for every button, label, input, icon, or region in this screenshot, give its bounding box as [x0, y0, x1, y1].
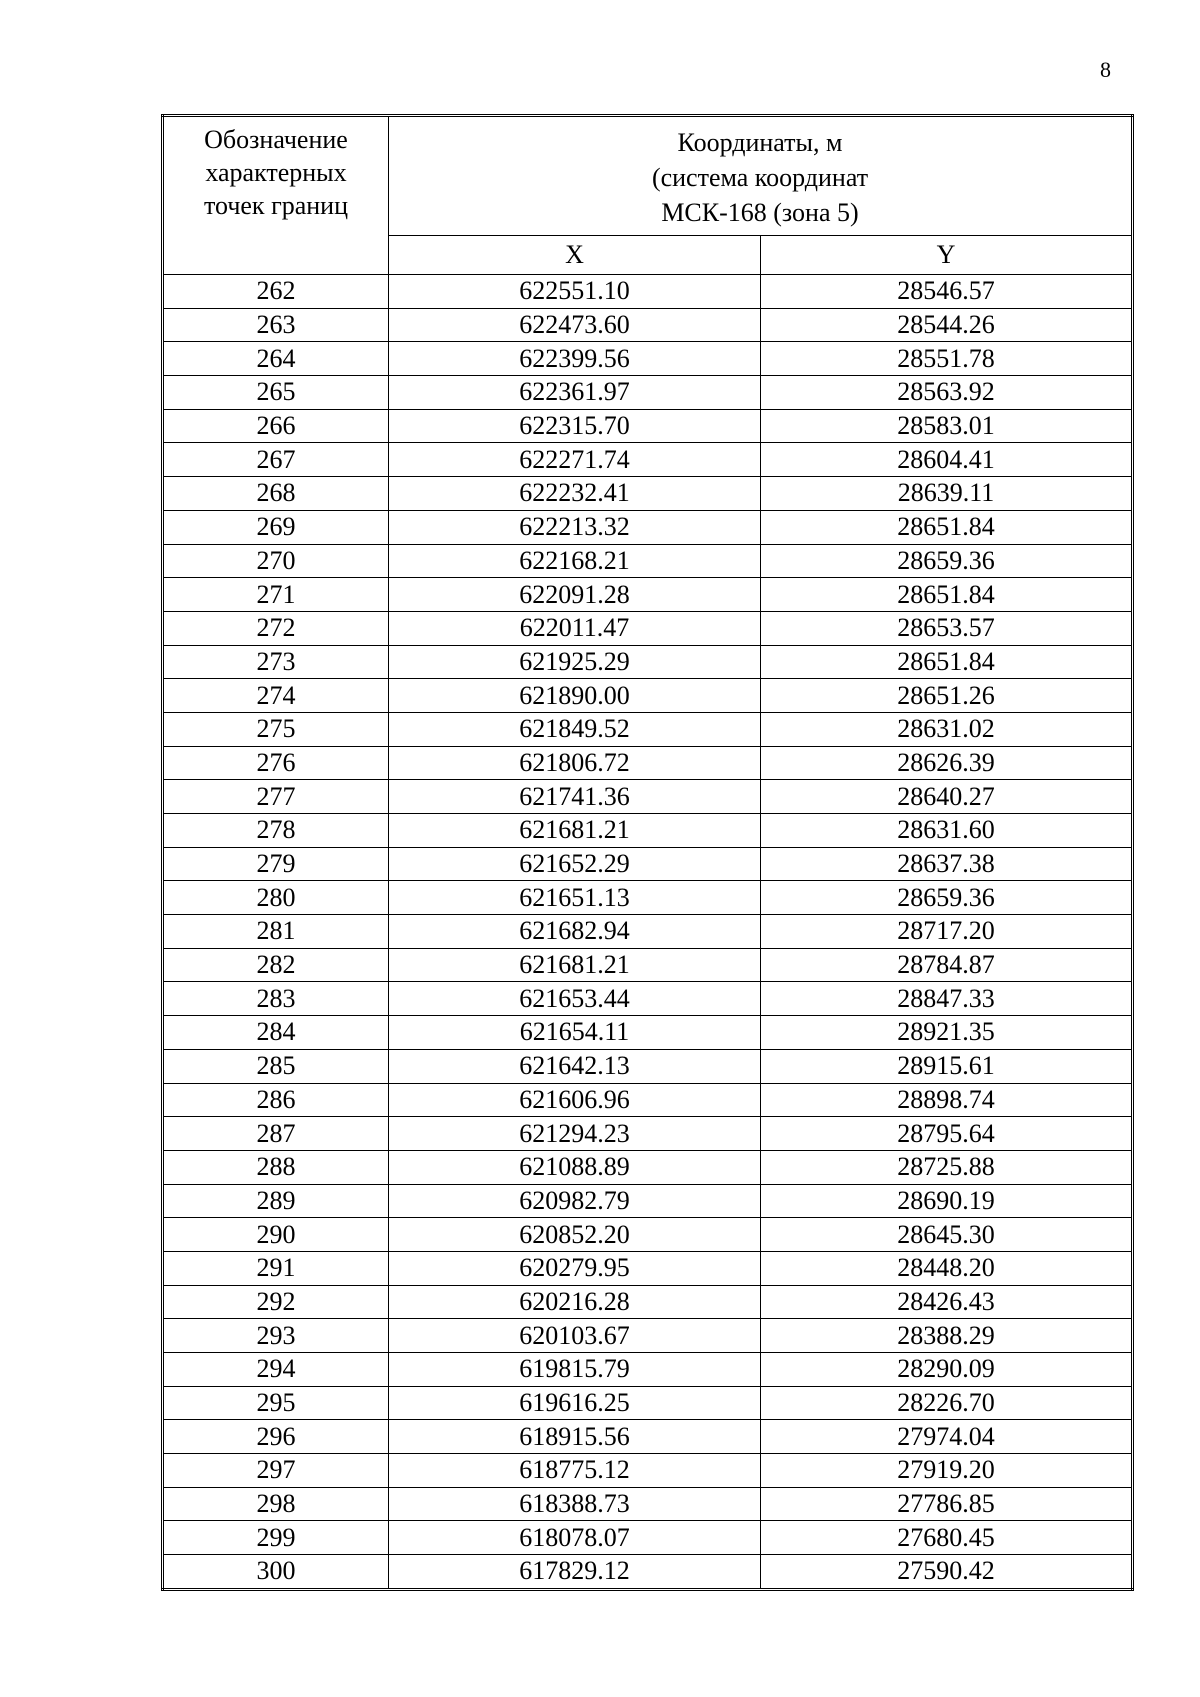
point-id-cell: 263	[163, 308, 389, 342]
table-row	[163, 1555, 1133, 1590]
table-row	[163, 679, 1133, 713]
table-row	[163, 544, 1133, 578]
x-coordinate-cell: 621651.13	[389, 881, 761, 915]
point-id-cell: 298	[163, 1487, 389, 1521]
point-designation-header	[163, 116, 389, 275]
x-coordinate-cell: 619815.79	[389, 1353, 761, 1387]
x-coordinate-cell: 621652.29	[389, 847, 761, 881]
y-coordinate-cell: 28898.74	[761, 1083, 1133, 1117]
table-row	[163, 477, 1133, 511]
point-id-cell: 264	[163, 342, 389, 376]
table-row	[163, 1521, 1133, 1555]
x-coordinate-cell: 622011.47	[389, 611, 761, 645]
point-id-cell: 293	[163, 1319, 389, 1353]
x-coordinate-cell: 621890.00	[389, 679, 761, 713]
y-coordinate-cell: 27680.45	[761, 1521, 1133, 1555]
table-row	[163, 308, 1133, 342]
x-coordinate-cell: 618915.56	[389, 1420, 761, 1454]
y-coordinate-cell: 28426.43	[761, 1285, 1133, 1319]
point-id-cell: 262	[163, 275, 389, 309]
point-id-cell: 291	[163, 1251, 389, 1285]
table-row	[163, 982, 1133, 1016]
point-id-cell: 282	[163, 948, 389, 982]
x-coordinate-cell: 620216.28	[389, 1285, 761, 1319]
x-coordinate-cell: 621681.21	[389, 948, 761, 982]
point-id-cell: 276	[163, 746, 389, 780]
y-coordinate-cell: 27919.20	[761, 1454, 1133, 1488]
table-row	[163, 746, 1133, 780]
point-id-cell: 300	[163, 1555, 389, 1590]
x-coordinate-cell: 618388.73	[389, 1487, 761, 1521]
table-row	[163, 1083, 1133, 1117]
y-column-header: Y	[761, 236, 1133, 275]
y-coordinate-cell: 27786.85	[761, 1487, 1133, 1521]
table-row	[163, 510, 1133, 544]
x-coordinate-cell: 622473.60	[389, 308, 761, 342]
coordinates-table	[161, 114, 1134, 1591]
y-coordinate-cell: 28651.26	[761, 679, 1133, 713]
point-id-cell: 285	[163, 1049, 389, 1083]
table-row	[163, 443, 1133, 477]
x-coordinate-cell: 621681.21	[389, 814, 761, 848]
y-coordinate-cell: 28388.29	[761, 1319, 1133, 1353]
page-number: 8	[1100, 57, 1111, 82]
y-coordinate-cell: 28915.61	[761, 1049, 1133, 1083]
point-id-cell: 281	[163, 915, 389, 949]
point-header-line: характерных	[205, 158, 347, 187]
table-row	[163, 1386, 1133, 1420]
y-coordinate-cell: 28653.57	[761, 611, 1133, 645]
y-coordinate-cell: 28583.01	[761, 409, 1133, 443]
y-coordinate-cell: 28551.78	[761, 342, 1133, 376]
table-row	[163, 1319, 1133, 1353]
coords-header-line: Координаты, м	[677, 128, 843, 157]
point-id-cell: 272	[163, 611, 389, 645]
x-coordinate-cell: 622091.28	[389, 578, 761, 612]
x-coordinate-cell: 622399.56	[389, 342, 761, 376]
table-body	[163, 275, 1133, 1590]
y-coordinate-cell: 28659.36	[761, 544, 1133, 578]
point-id-cell: 294	[163, 1353, 389, 1387]
x-coordinate-cell: 621806.72	[389, 746, 761, 780]
table-row	[163, 578, 1133, 612]
point-id-cell: 269	[163, 510, 389, 544]
point-header-line: Обозначение	[204, 125, 348, 154]
x-coordinate-cell: 621682.94	[389, 915, 761, 949]
x-coordinate-cell: 621653.44	[389, 982, 761, 1016]
table-row	[163, 1353, 1133, 1387]
x-coordinate-cell: 620279.95	[389, 1251, 761, 1285]
point-id-cell: 278	[163, 814, 389, 848]
point-id-cell: 265	[163, 376, 389, 410]
point-id-cell: 297	[163, 1454, 389, 1488]
table-row	[163, 1117, 1133, 1151]
point-header-line: точек границ	[203, 191, 349, 220]
point-id-cell: 284	[163, 1016, 389, 1050]
coordinates-header	[389, 116, 1133, 236]
point-id-cell: 275	[163, 712, 389, 746]
x-coordinate-cell: 620982.79	[389, 1184, 761, 1218]
x-coordinate-cell: 621088.89	[389, 1150, 761, 1184]
point-id-cell: 295	[163, 1386, 389, 1420]
point-id-cell: 277	[163, 780, 389, 814]
point-id-cell: 279	[163, 847, 389, 881]
x-coordinate-cell: 622315.70	[389, 409, 761, 443]
point-id-cell: 289	[163, 1184, 389, 1218]
table-row	[163, 1420, 1133, 1454]
y-coordinate-cell: 28546.57	[761, 275, 1133, 309]
y-coordinate-cell: 28717.20	[761, 915, 1133, 949]
point-id-cell: 283	[163, 982, 389, 1016]
y-coordinate-cell: 28290.09	[761, 1353, 1133, 1387]
point-id-cell: 288	[163, 1150, 389, 1184]
table-row	[163, 948, 1133, 982]
x-coordinate-cell: 622168.21	[389, 544, 761, 578]
x-coordinate-cell: 617829.12	[389, 1555, 761, 1590]
y-coordinate-cell: 28626.39	[761, 746, 1133, 780]
point-id-cell: 273	[163, 645, 389, 679]
y-coordinate-cell: 28645.30	[761, 1218, 1133, 1252]
y-coordinate-cell: 28795.64	[761, 1117, 1133, 1151]
y-coordinate-cell: 28604.41	[761, 443, 1133, 477]
y-coordinate-cell: 27974.04	[761, 1420, 1133, 1454]
y-coordinate-cell: 28847.33	[761, 982, 1133, 1016]
x-coordinate-cell: 621741.36	[389, 780, 761, 814]
point-id-cell: 290	[163, 1218, 389, 1252]
point-id-cell: 280	[163, 881, 389, 915]
point-id-cell: 271	[163, 578, 389, 612]
y-coordinate-cell: 28639.11	[761, 477, 1133, 511]
y-coordinate-cell: 27590.42	[761, 1555, 1133, 1590]
x-coordinate-cell: 618078.07	[389, 1521, 761, 1555]
table-row	[163, 376, 1133, 410]
table-row	[163, 847, 1133, 881]
table-row	[163, 915, 1133, 949]
y-coordinate-cell: 28921.35	[761, 1016, 1133, 1050]
x-coordinate-cell: 622551.10	[389, 275, 761, 309]
x-coordinate-cell: 621654.11	[389, 1016, 761, 1050]
table-row	[163, 1487, 1133, 1521]
table-row	[163, 611, 1133, 645]
x-column-header: X	[389, 236, 761, 275]
x-coordinate-cell: 620852.20	[389, 1218, 761, 1252]
x-coordinate-cell: 620103.67	[389, 1319, 761, 1353]
x-coordinate-cell: 621849.52	[389, 712, 761, 746]
x-coordinate-cell: 621294.23	[389, 1117, 761, 1151]
y-coordinate-cell: 28448.20	[761, 1251, 1133, 1285]
table-row	[163, 1454, 1133, 1488]
table-row	[163, 1016, 1133, 1050]
table-row	[163, 1285, 1133, 1319]
table-row	[163, 1049, 1133, 1083]
y-coordinate-cell: 28631.60	[761, 814, 1133, 848]
y-coordinate-cell: 28640.27	[761, 780, 1133, 814]
point-id-cell: 299	[163, 1521, 389, 1555]
x-coordinate-cell: 621606.96	[389, 1083, 761, 1117]
x-coordinate-cell: 618775.12	[389, 1454, 761, 1488]
table-row	[163, 1251, 1133, 1285]
x-coordinate-cell: 622271.74	[389, 443, 761, 477]
coords-header-line: МСК-168 (зона 5)	[661, 198, 859, 227]
x-coordinate-cell: 619616.25	[389, 1386, 761, 1420]
point-id-cell: 266	[163, 409, 389, 443]
y-coordinate-cell: 28563.92	[761, 376, 1133, 410]
table-row	[163, 780, 1133, 814]
point-id-cell: 268	[163, 477, 389, 511]
x-coordinate-cell: 622213.32	[389, 510, 761, 544]
y-coordinate-cell: 28637.38	[761, 847, 1133, 881]
x-coordinate-cell: 621642.13	[389, 1049, 761, 1083]
table-row	[163, 409, 1133, 443]
y-coordinate-cell: 28631.02	[761, 712, 1133, 746]
table-row	[163, 1184, 1133, 1218]
y-coordinate-cell: 28226.70	[761, 1386, 1133, 1420]
table-row	[163, 1150, 1133, 1184]
y-coordinate-cell: 28651.84	[761, 578, 1133, 612]
table-row	[163, 814, 1133, 848]
x-coordinate-cell: 622361.97	[389, 376, 761, 410]
point-id-cell: 274	[163, 679, 389, 713]
x-coordinate-cell: 621925.29	[389, 645, 761, 679]
y-coordinate-cell: 28725.88	[761, 1150, 1133, 1184]
y-coordinate-cell: 28651.84	[761, 510, 1133, 544]
y-coordinate-cell: 28690.19	[761, 1184, 1133, 1218]
table-row	[163, 342, 1133, 376]
table-row	[163, 275, 1133, 309]
point-id-cell: 287	[163, 1117, 389, 1151]
y-coordinate-cell: 28784.87	[761, 948, 1133, 982]
x-coordinate-cell: 622232.41	[389, 477, 761, 511]
point-id-cell: 296	[163, 1420, 389, 1454]
y-coordinate-cell: 28651.84	[761, 645, 1133, 679]
y-coordinate-cell: 28659.36	[761, 881, 1133, 915]
table-row	[163, 645, 1133, 679]
point-id-cell: 270	[163, 544, 389, 578]
table-row	[163, 881, 1133, 915]
y-coordinate-cell: 28544.26	[761, 308, 1133, 342]
point-id-cell: 286	[163, 1083, 389, 1117]
point-id-cell: 267	[163, 443, 389, 477]
point-id-cell: 292	[163, 1285, 389, 1319]
coords-header-line: (система координат	[651, 163, 869, 192]
table-row	[163, 712, 1133, 746]
table-row	[163, 1218, 1133, 1252]
